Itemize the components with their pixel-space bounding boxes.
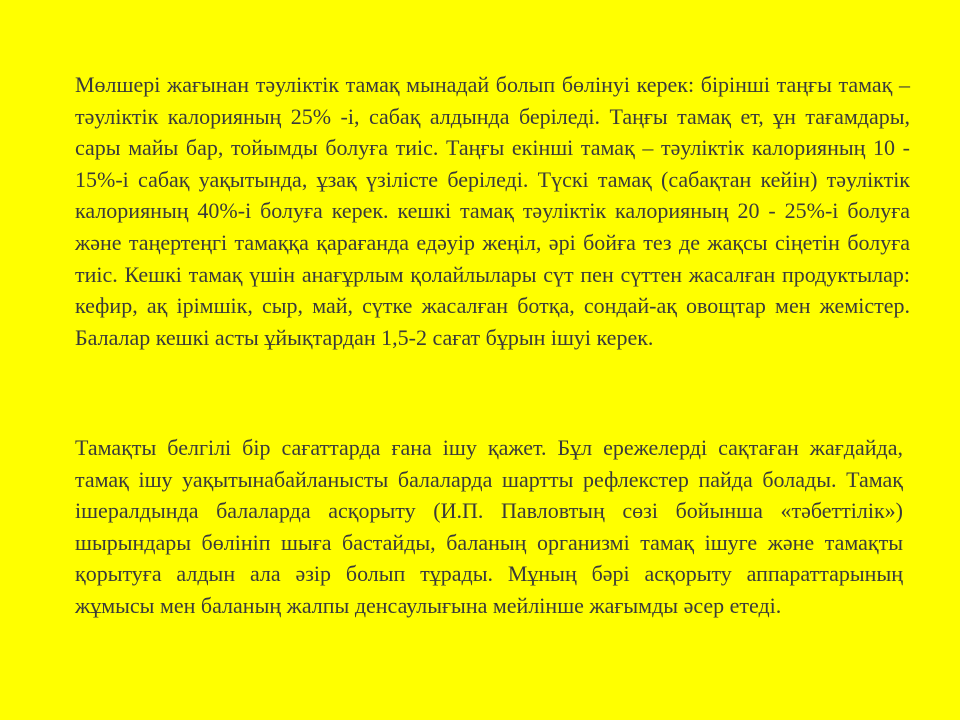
paragraph-meal-distribution: Мөлшері жағынан тәуліктік тамақ мынадай болып бөлінуі керек: бірінші таңғы тамақ – тәуліктік калорияның 25% -і, сабақ алдында беріледі. Таңғы тамақ ет, ұн тағамдары, сары майы бар, тойымды болуға тиіс. Таңғы екінші тамақ – тәуліктік калорияның 10 - 15%-і сабақ уақытында, ұзақ үзілісте беріледі. Түскі тамақ (сабақтан кейін) тәуліктік калорияның 40%-і болуға керек. кешкі тамақ тәуліктік калорияның 20 - 25%-і болуға және таңертеңгі тамаққа қарағанда едәуір жеңіл, әрі бойға тез де жақсы сіңетін болуға тиіс. Кешкі тамақ үшін анағұрлым қолайлылары сүт пен сүттен жасалған продуктылар: кефир, ақ ірімшік, сыр, май, сүтке жасалған ботқа, сондай-ақ овощтар мен жемістер. Балалар кешкі асты ұйықтардан 1,5-2 сағат бұрын ішуі керек.: [75, 72, 910, 350]
paragraph-meal-schedule: Тамақты белгілі бір сағаттарда ғана ішу қажет. Бұл ережелерді сақтаған жағдайда, тамақ ішу уақытынабайланысты балаларда шартты рефлекстер пайда болады. Тамақ ішералдында балаларда асқорыту (И.П. Павловтың сөзі бойынша «тәбеттілік») шырындары бөлініп шыға бастайды, баланың организмі тамақ ішуге және тамақты қорытуға алдын ала әзір болып тұрады. Мұның бәрі асқорыту аппараттарының жұмысы мен баланың жалпы денсаулығына мейлінше жағымды әсер етеді.: [75, 435, 903, 618]
